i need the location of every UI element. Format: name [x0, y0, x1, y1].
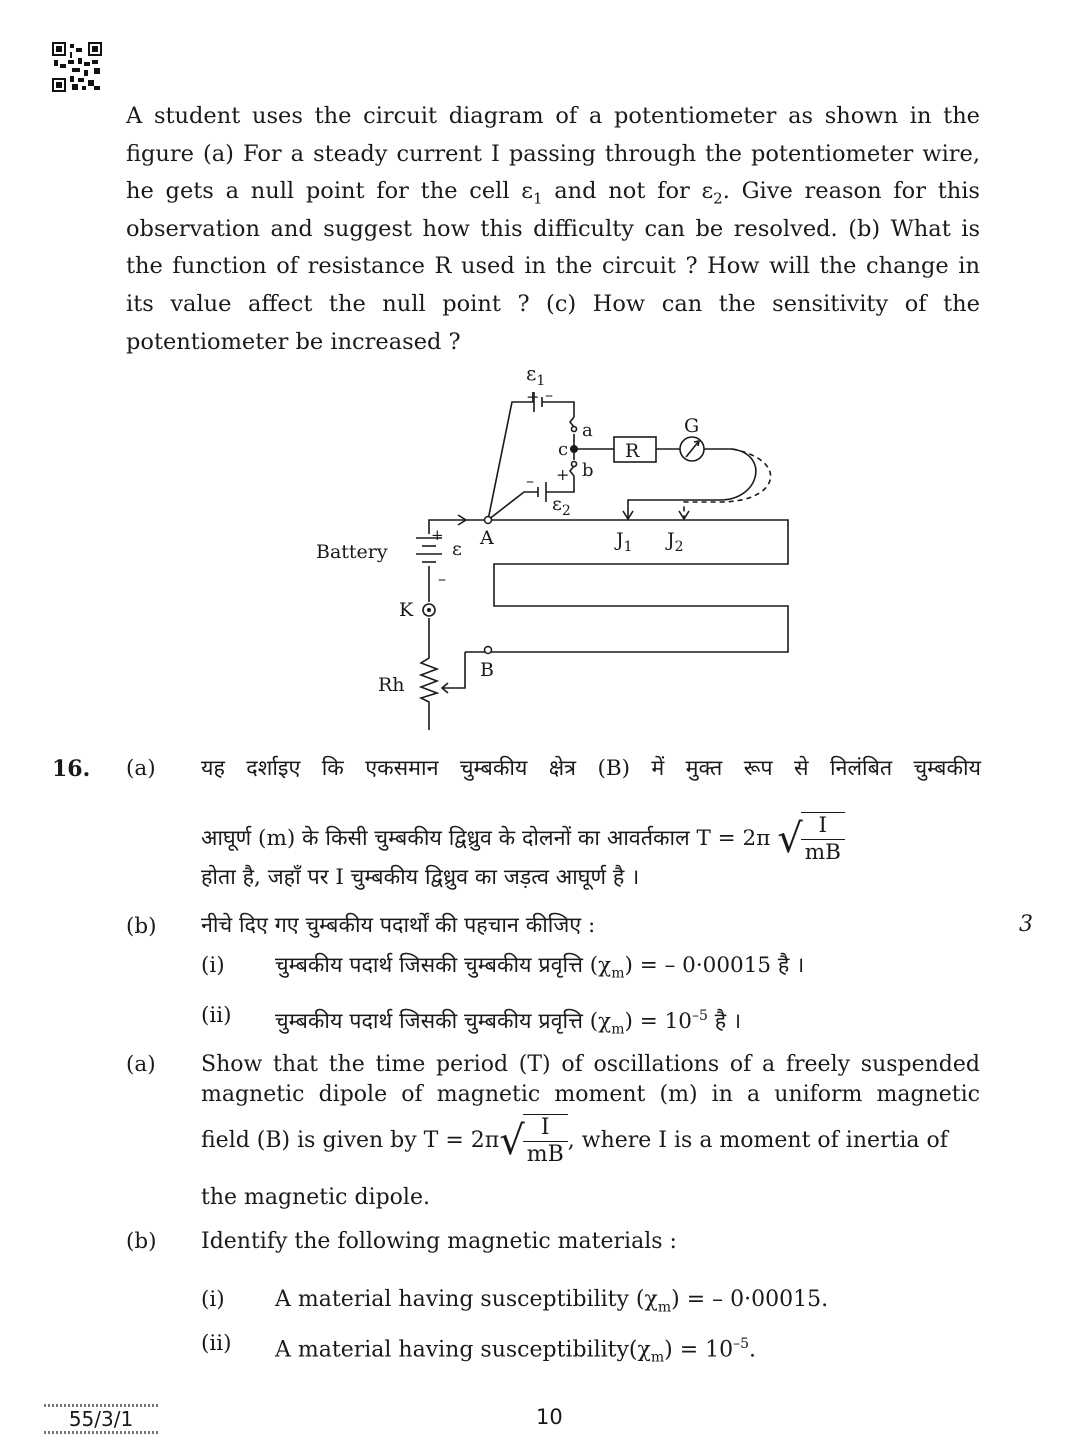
label-J2: $J_2$: [667, 529, 684, 555]
paper-code: 55/3/1: [44, 1404, 158, 1434]
english-b-text: Identify the following magnetic materials :: [201, 1229, 677, 1254]
english-a-line2: magnetic dipole of magnetic moment (m) in a uniform magnetic: [201, 1082, 980, 1107]
label-e2: $\varepsilon_2$: [552, 493, 571, 519]
label-R: R: [625, 440, 640, 462]
label-a: a: [582, 420, 593, 441]
qr-code: [52, 42, 102, 92]
english-ii-text: A material having $susceptibility(\chi_m) = 10^{-5}$.: [275, 1336, 757, 1366]
hindi-ii-label: (ii): [201, 1003, 232, 1028]
hindi-a-label: (a): [126, 756, 156, 781]
english-i-text: A material having susceptibility $(\chi_m)$ = – 0·00015.: [275, 1287, 829, 1316]
hindi-b-label: (b): [126, 914, 157, 939]
label-b: b: [582, 460, 594, 481]
hindi-b-text: नीचे दिए गए चुम्बकीय पदार्थों की पहचान कीजिए :: [201, 913, 596, 938]
english-i-label: (i): [201, 1287, 225, 1312]
marks: 3: [1019, 912, 1033, 937]
hindi-ii-text: चुम्बकीय पदार्थ जिसकी चुम्बकीय प्रवृत्ति $(\chi_m) = 10^{-5}$ है ।: [275, 1008, 742, 1038]
label-e2-minus: –: [526, 471, 534, 490]
label-e1-minus: –: [545, 385, 553, 404]
question-paragraph: A student uses the circuit diagram of a potentiometer as shown in the figure (a) For a steady current I passing through the potentiometer wire, he gets a null point for the cell $\varepsilon_1$ and not for $\varepsilon_2$. Give reason for this observation and suggest how this difficulty can be resolved. (b) What is the function of resistance R used in the circuit ? How will the change in its value affect the null point ? (c) How can the sensitivity of the potentiometer be increased ?: [126, 103, 980, 355]
english-ii-label: (ii): [201, 1331, 232, 1356]
label-B: B: [480, 659, 494, 681]
label-A: A: [480, 527, 494, 549]
label-battery: Battery: [316, 541, 388, 563]
page-number: 10: [536, 1405, 563, 1429]
question-number: 16.: [52, 756, 91, 782]
label-e1: $\varepsilon_1$: [526, 362, 546, 389]
label-G: G: [684, 415, 700, 437]
hindi-a-line1: यह दर्शाइए कि एकसमान चुम्बकीय क्षेत्र (B) में मुक्त रूप से निलंबित चुम्बकीय: [201, 756, 981, 781]
hindi-a-line2: आघूर्ण (m) के किसी चुम्बकीय द्विध्रुव के दोलनों का आवर्तकाल T = 2π √ $\frac{I}{mB}$: [201, 812, 845, 866]
potentiometer-circuit-diagram: [300, 362, 820, 742]
english-a-line3: field (B) is given by T = 2π √ $\frac{I}{mB}$ , where I is a moment of inertia of: [201, 1115, 948, 1167]
label-battery-plus: +: [431, 526, 444, 544]
english-a-label: (a): [126, 1052, 156, 1077]
sqrt-formula-hindi: √ $\frac{I}{mB}$: [777, 812, 845, 866]
label-e1-plus: +: [526, 387, 540, 406]
hindi-a-line3: होता है, जहाँ पर I चुम्बकीय द्विध्रुव का जड़त्व आघूर्ण है ।: [201, 865, 640, 890]
label-e2-plus: +: [556, 465, 570, 484]
english-a-line1: Show that the time period (T) of oscillations of a freely suspended: [201, 1052, 980, 1077]
english-a-line4: the magnetic dipole.: [201, 1185, 430, 1210]
english-b-label: (b): [126, 1229, 157, 1254]
hindi-i-label: (i): [201, 953, 225, 978]
sqrt-formula-english: √ $\frac{I}{mB}$: [499, 1114, 568, 1168]
label-K: K: [399, 599, 414, 621]
label-battery-minus: –: [438, 569, 446, 588]
label-e: ε: [452, 538, 462, 560]
label-J1: $J_1$: [616, 529, 633, 555]
hindi-i-text: चुम्बकीय पदार्थ जिसकी चुम्बकीय प्रवृत्ति $(\chi_m)$ = – 0·00015 है ।: [275, 953, 805, 982]
label-c: c: [558, 439, 569, 460]
label-Rh: Rh: [378, 674, 405, 696]
